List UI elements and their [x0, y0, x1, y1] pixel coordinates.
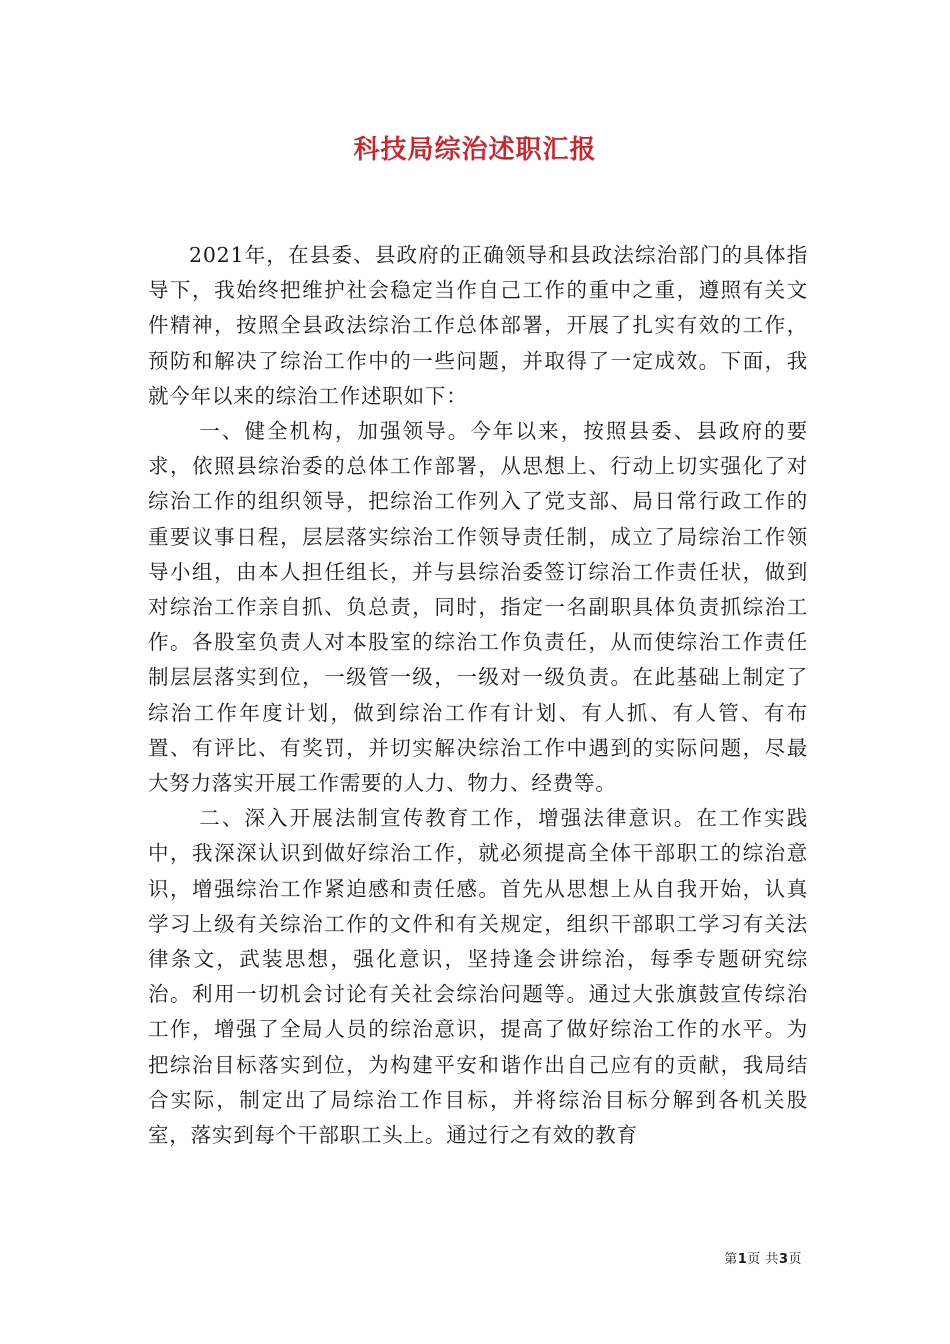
document-title: 科技局综治述职汇报 [353, 135, 597, 165]
footer-prefix: 第 [724, 1252, 738, 1267]
footer-total-pages: 3 [778, 1252, 789, 1267]
section-two-paragraph: 二、深入开展法制宣传教育工作，增强法律意识。在工作实践中，我深深认识到做好综治工作，就必须提高全体干部职工的综治意识，增强综治工作紧迫感和责任感。首先从思想上从自我开始，认真学习上级有关综治工作的文件和有关规定，组织干部职工学习有关法律条文，武装思想，强化意识，坚持逢会讲综治，每季专题研究综治。利用一切机会讨论有关社会综治问题等。通过大张旗鼓宣传综治工作，增强了全局人员的综治意识，提高了做好综治工作的水平。为把综治目标落实到位，为构建平安和谐作出自己应有的贡献，我局结合实际，制定出了局综治工作目标，并将综治目标分解到各机关股室，落实到每个干部职工头上。通过行之有效的教育 [148, 806, 808, 1148]
document-body [148, 238, 808, 1153]
footer-suffix: 页 [788, 1252, 802, 1267]
page-footer [724, 1248, 802, 1267]
intro-paragraph: 2021年，在县委、县政府的正确领导和县政法综治部门的具体指导下，我始终把维护社会稳定当作自己工作的重中之重，遵照有关文件精神，按照全县政法综治工作总体部署，开展了扎实有效的工作，预防和解决了综治工作中的一些问题，并取得了一定成效。下面，我就今年以来的综治工作述职如下： [148, 243, 808, 408]
section-one-paragraph: 一、健全机构，加强领导。今年以来，按照县委、县政府的要求，依照县综治委的总体工作部署，从思想上、行动上切实强化了对综治工作的组织领导，把综治工作列入了党支部、局日常行政工作的重要议事日程，层层落实综治工作领导责任制，成立了局综治工作领导小组，由本人担任组长，并与县综治委签订综治工作责任状，做到对综治工作亲自抓、负总责，同时，指定一名副职具体负责抓综治工作。各股室负责人对本股室的综治工作负责任，从而使综治工作责任制层层落实到位，一级管一级，一级对一级负责。在此基础上制定了综治工作年度计划，做到综治工作有计划、有人抓、有人管、有布置、有评比、有奖罚，并切实解决综治工作中遇到的实际问题，尽最大努力落实开展工作需要的人力、物力、经费等。 [148, 419, 808, 796]
footer-middle: 页 共 [747, 1252, 779, 1267]
footer-current-page: 1 [737, 1252, 748, 1267]
